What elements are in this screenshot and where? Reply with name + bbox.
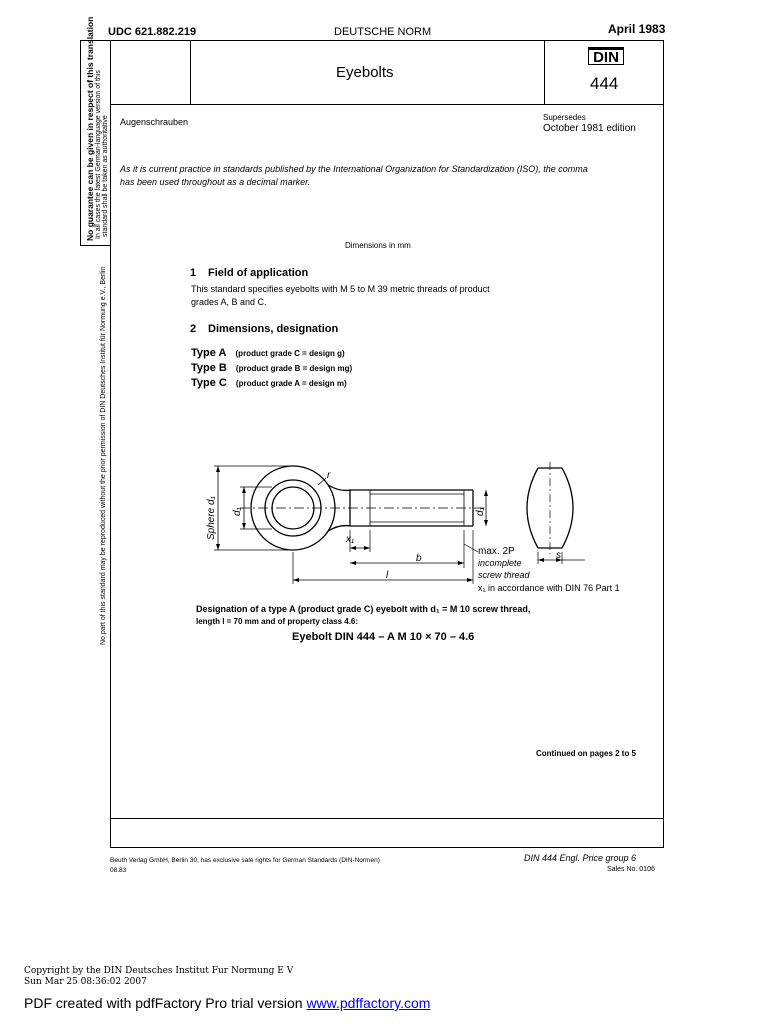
footer-rule xyxy=(110,818,664,819)
label-x1-note: x₁ in accordance with DIN 76 Part 1 xyxy=(478,583,620,593)
type-c-desc: (product grade A = design m) xyxy=(235,379,347,388)
comma-note-line2: has been used throughout as a decimal marker. xyxy=(120,177,311,187)
norm-label: DEUTSCHE NORM xyxy=(334,26,432,38)
type-b-line xyxy=(191,362,352,374)
label-l: l xyxy=(386,570,389,581)
type-c-label: Type C xyxy=(191,377,227,389)
supersedes-label: Supersedes xyxy=(543,113,586,122)
label-sphere-d1: Sphere d₁ xyxy=(206,496,217,540)
label-r: r xyxy=(327,470,331,481)
section1-text-line2: grades A, B and C. xyxy=(191,297,267,307)
german-title: Augenschrauben xyxy=(120,117,189,127)
type-c-line xyxy=(191,377,347,389)
section2-title: Dimensions, designation xyxy=(208,323,339,335)
din-number: 444 xyxy=(590,74,619,93)
label-d1-left: d₁ xyxy=(232,507,243,516)
label-screw-thread: screw thread xyxy=(478,570,530,580)
continued-note: Continued on pages 2 to 5 xyxy=(536,749,637,758)
type-b-desc: (product grade B = design mg) xyxy=(235,364,353,373)
eyebolt-drawing xyxy=(200,460,660,600)
title-bottom-rule xyxy=(110,104,664,105)
pdffactory-link[interactable]: www.pdffactory.com xyxy=(306,995,431,1011)
label-x1: x₁ xyxy=(346,534,355,545)
section2-number: 2 xyxy=(190,323,197,335)
issue-date: April 1983 xyxy=(608,22,666,36)
designation-line2: length l = 70 mm and of property class 4.6: xyxy=(196,617,359,626)
edition-code: 08.83 xyxy=(110,867,127,874)
copyright-line1: Copyright by the DIN Deutsches Institut Fur Normung E V xyxy=(24,966,294,976)
copyright-line2: Sun Mar 25 08:36:02 2007 xyxy=(24,977,147,987)
translation-warning-line2: In all cases the latest German-language version of this xyxy=(95,70,102,239)
translation-warning: No guarantee can be given in respect of this translation xyxy=(85,16,95,241)
sales-number: Sales No. 0106 xyxy=(607,866,655,873)
document-title: Eyebolts xyxy=(336,64,394,81)
supersedes-edition: October 1981 edition xyxy=(543,123,636,134)
publisher-note: Beuth Verlag GmbH, Berlin 30, has exclusive sale rights for German Standards (DIN-Normen) xyxy=(110,857,380,864)
label-incomplete: incomplete xyxy=(478,558,522,568)
copyright-side-notice: No part of this standard may be reproduced without the prior permission of DIN Deutsches Institut für Normung e.V., Berlin xyxy=(100,266,107,645)
label-d1-right: d₁ xyxy=(475,507,486,516)
type-a-desc: (product grade C = design g) xyxy=(235,349,345,358)
din-logo-text: DIN xyxy=(593,49,619,66)
designation-example: Eyebolt DIN 444 – A M 10 × 70 – 4.6 xyxy=(292,631,475,643)
type-a-line xyxy=(191,347,345,359)
translation-warning-line3: standard shall be taken as authoritative xyxy=(102,115,109,237)
title-divider-right xyxy=(544,40,545,105)
label-s: s xyxy=(556,550,561,561)
dimensions-note: Dimensions in mm xyxy=(345,241,411,250)
document-frame xyxy=(110,40,664,848)
type-a-label: Type A xyxy=(191,347,227,359)
designation-line1: Designation of a type A (product grade C) eyebolt with d₁ = M 10 screw thread, xyxy=(196,604,531,614)
din-reference: DIN 444 Engl. Price group 6 xyxy=(524,853,637,863)
din-logo xyxy=(588,47,624,65)
pdf-notice xyxy=(24,995,430,1011)
section1-number: 1 xyxy=(190,267,197,279)
type-b-label: Type B xyxy=(191,362,227,374)
comma-note-line1: As it is current practice in standards published by the International Organization for Standardization (ISO), the comma xyxy=(120,164,588,174)
label-max-2p: max. 2P xyxy=(478,546,515,557)
label-b: b xyxy=(416,553,422,564)
section1-title: Field of application xyxy=(208,267,309,279)
section1-text-line1: This standard specifies eyebolts with M 5 to M 39 metric threads of product xyxy=(191,284,490,294)
pdf-notice-text: PDF created with pdfFactory Pro trial version xyxy=(24,995,307,1011)
udc-number: UDC 621.882.219 xyxy=(108,26,197,38)
translation-warning-box xyxy=(80,16,110,246)
title-divider-left xyxy=(190,40,191,105)
